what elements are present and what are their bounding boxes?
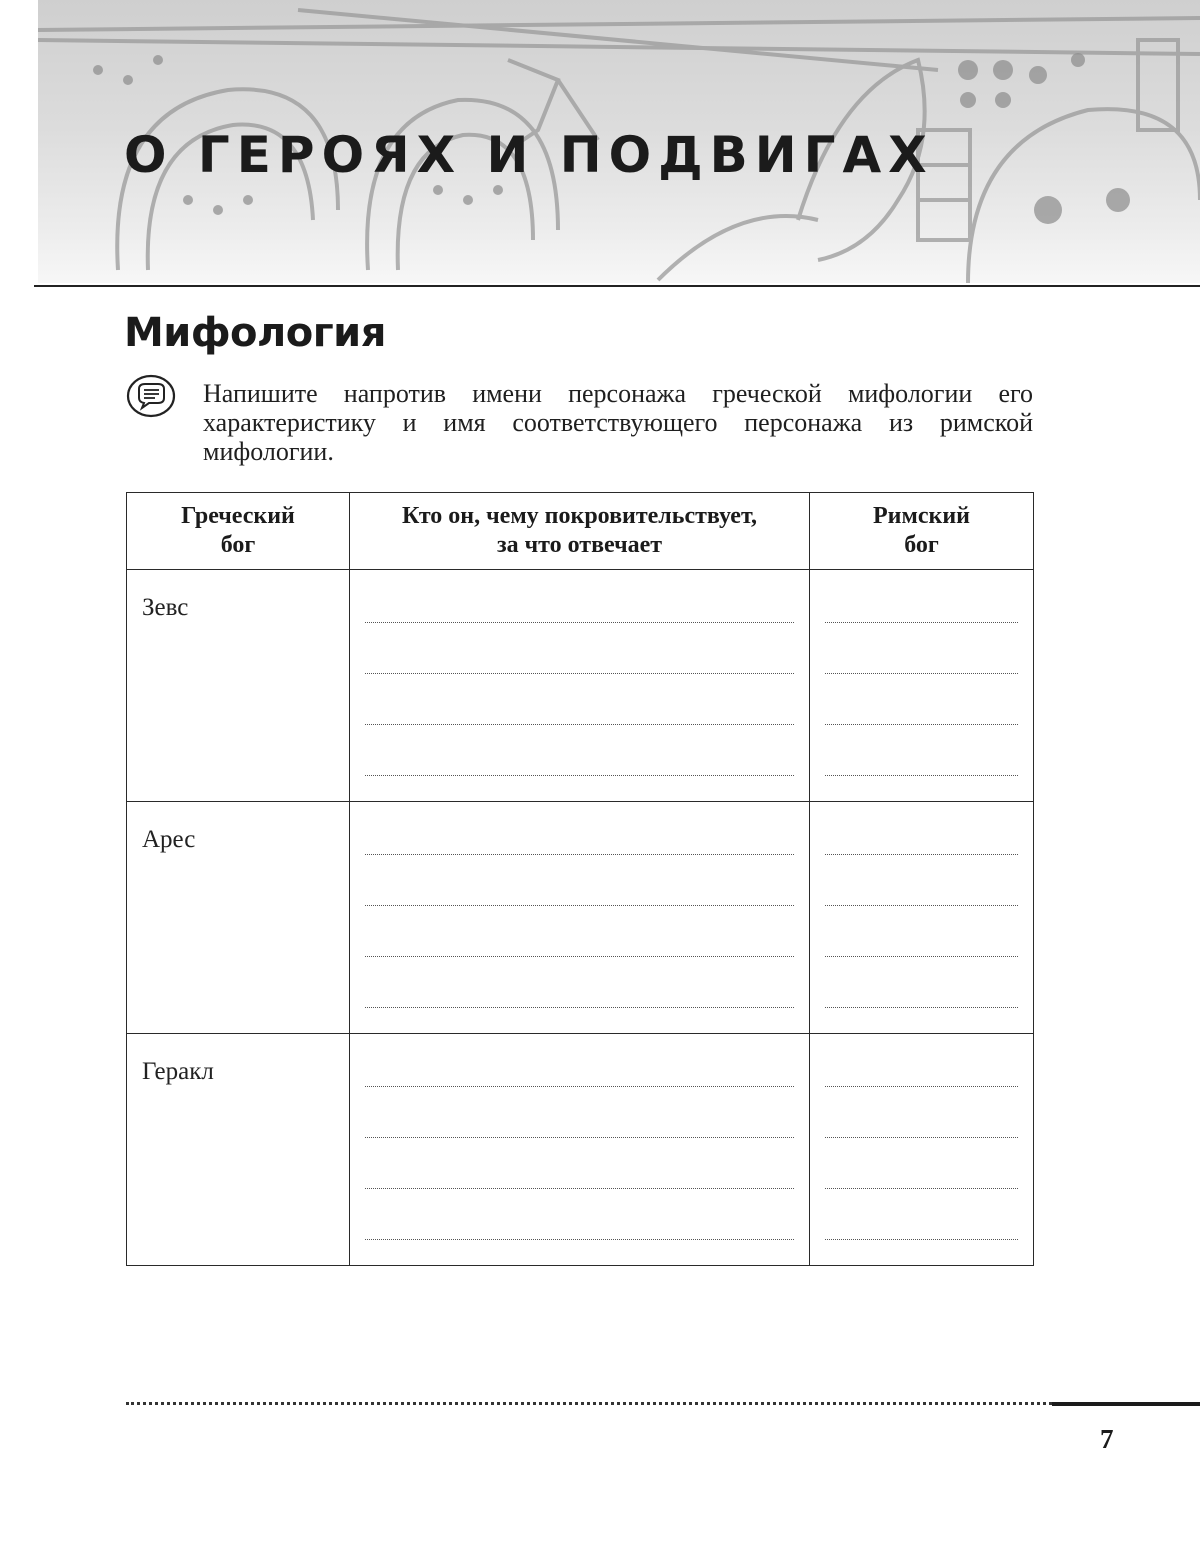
- header-line: Римский: [873, 503, 970, 529]
- speech-bubble-icon: [125, 373, 177, 421]
- answer-line[interactable]: [825, 623, 1018, 674]
- answer-line[interactable]: [365, 674, 794, 725]
- answer-line[interactable]: [365, 725, 794, 776]
- answer-line[interactable]: [825, 570, 1018, 623]
- description-answer-cell[interactable]: [350, 570, 810, 802]
- answer-line[interactable]: [365, 855, 794, 906]
- greek-god-name: Арес: [142, 826, 196, 853]
- table-row: [127, 802, 1034, 1034]
- answer-line[interactable]: [365, 1087, 794, 1138]
- answer-line[interactable]: [365, 957, 794, 1008]
- task-instruction: Напишите напротив имени персонажа греческой мифологии его характеристику и имя соответствующего персонажа из римской мифологии.: [203, 379, 1033, 466]
- chapter-title: О ГЕРОЯХ И ПОДВИГАХ: [124, 126, 934, 184]
- table-row: [127, 570, 1034, 802]
- page-number: 7: [1100, 1424, 1114, 1454]
- description-answer-cell[interactable]: [350, 1034, 810, 1266]
- answer-lines[interactable]: [810, 1034, 1033, 1240]
- mythology-table: [126, 492, 1034, 1266]
- header-line: Греческий: [181, 503, 295, 529]
- answer-line[interactable]: [365, 802, 794, 855]
- column-header-description: [350, 493, 810, 570]
- roman-god-answer-cell[interactable]: [810, 802, 1034, 1034]
- answer-line[interactable]: [825, 855, 1018, 906]
- greek-god-name: Геракл: [142, 1058, 214, 1085]
- column-header-greek-god: [127, 493, 350, 570]
- greek-god-cell: [127, 802, 350, 1034]
- answer-lines[interactable]: [350, 1034, 809, 1240]
- answer-lines[interactable]: [350, 570, 809, 776]
- footer-solid-rule: [1052, 1402, 1200, 1406]
- table-header-row: [127, 493, 1034, 570]
- header-line: бог: [220, 532, 256, 558]
- header-line: Кто он, чему покровительствует,: [402, 503, 757, 529]
- roman-god-answer-cell[interactable]: [810, 1034, 1034, 1266]
- answer-lines[interactable]: [350, 802, 809, 1008]
- greek-god-cell: [127, 1034, 350, 1266]
- answer-line[interactable]: [825, 1138, 1018, 1189]
- answer-line[interactable]: [825, 725, 1018, 776]
- column-header-roman-god: [810, 493, 1034, 570]
- answer-line[interactable]: [825, 674, 1018, 725]
- answer-line[interactable]: [825, 1189, 1018, 1240]
- greek-god-cell: [127, 570, 350, 802]
- answer-line[interactable]: [365, 570, 794, 623]
- answer-line[interactable]: [365, 623, 794, 674]
- header-line: бог: [904, 532, 939, 558]
- answer-line[interactable]: [825, 906, 1018, 957]
- greek-god-name: Зевс: [142, 594, 189, 621]
- header-line: за что отвечает: [496, 532, 663, 558]
- answer-line[interactable]: [365, 1138, 794, 1189]
- footer-dotted-rule: [126, 1402, 1052, 1405]
- roman-god-answer-cell[interactable]: [810, 570, 1034, 802]
- table-row: [127, 1034, 1034, 1266]
- banner-divider: [34, 285, 1200, 287]
- description-answer-cell[interactable]: [350, 802, 810, 1034]
- section-title: Мифология: [124, 310, 386, 356]
- answer-lines[interactable]: [810, 570, 1033, 776]
- answer-line[interactable]: [365, 1189, 794, 1240]
- answer-lines[interactable]: [810, 802, 1033, 1008]
- answer-line[interactable]: [825, 957, 1018, 1008]
- answer-line[interactable]: [365, 1034, 794, 1087]
- answer-line[interactable]: [825, 1087, 1018, 1138]
- answer-line[interactable]: [365, 906, 794, 957]
- answer-line[interactable]: [825, 802, 1018, 855]
- answer-line[interactable]: [825, 1034, 1018, 1087]
